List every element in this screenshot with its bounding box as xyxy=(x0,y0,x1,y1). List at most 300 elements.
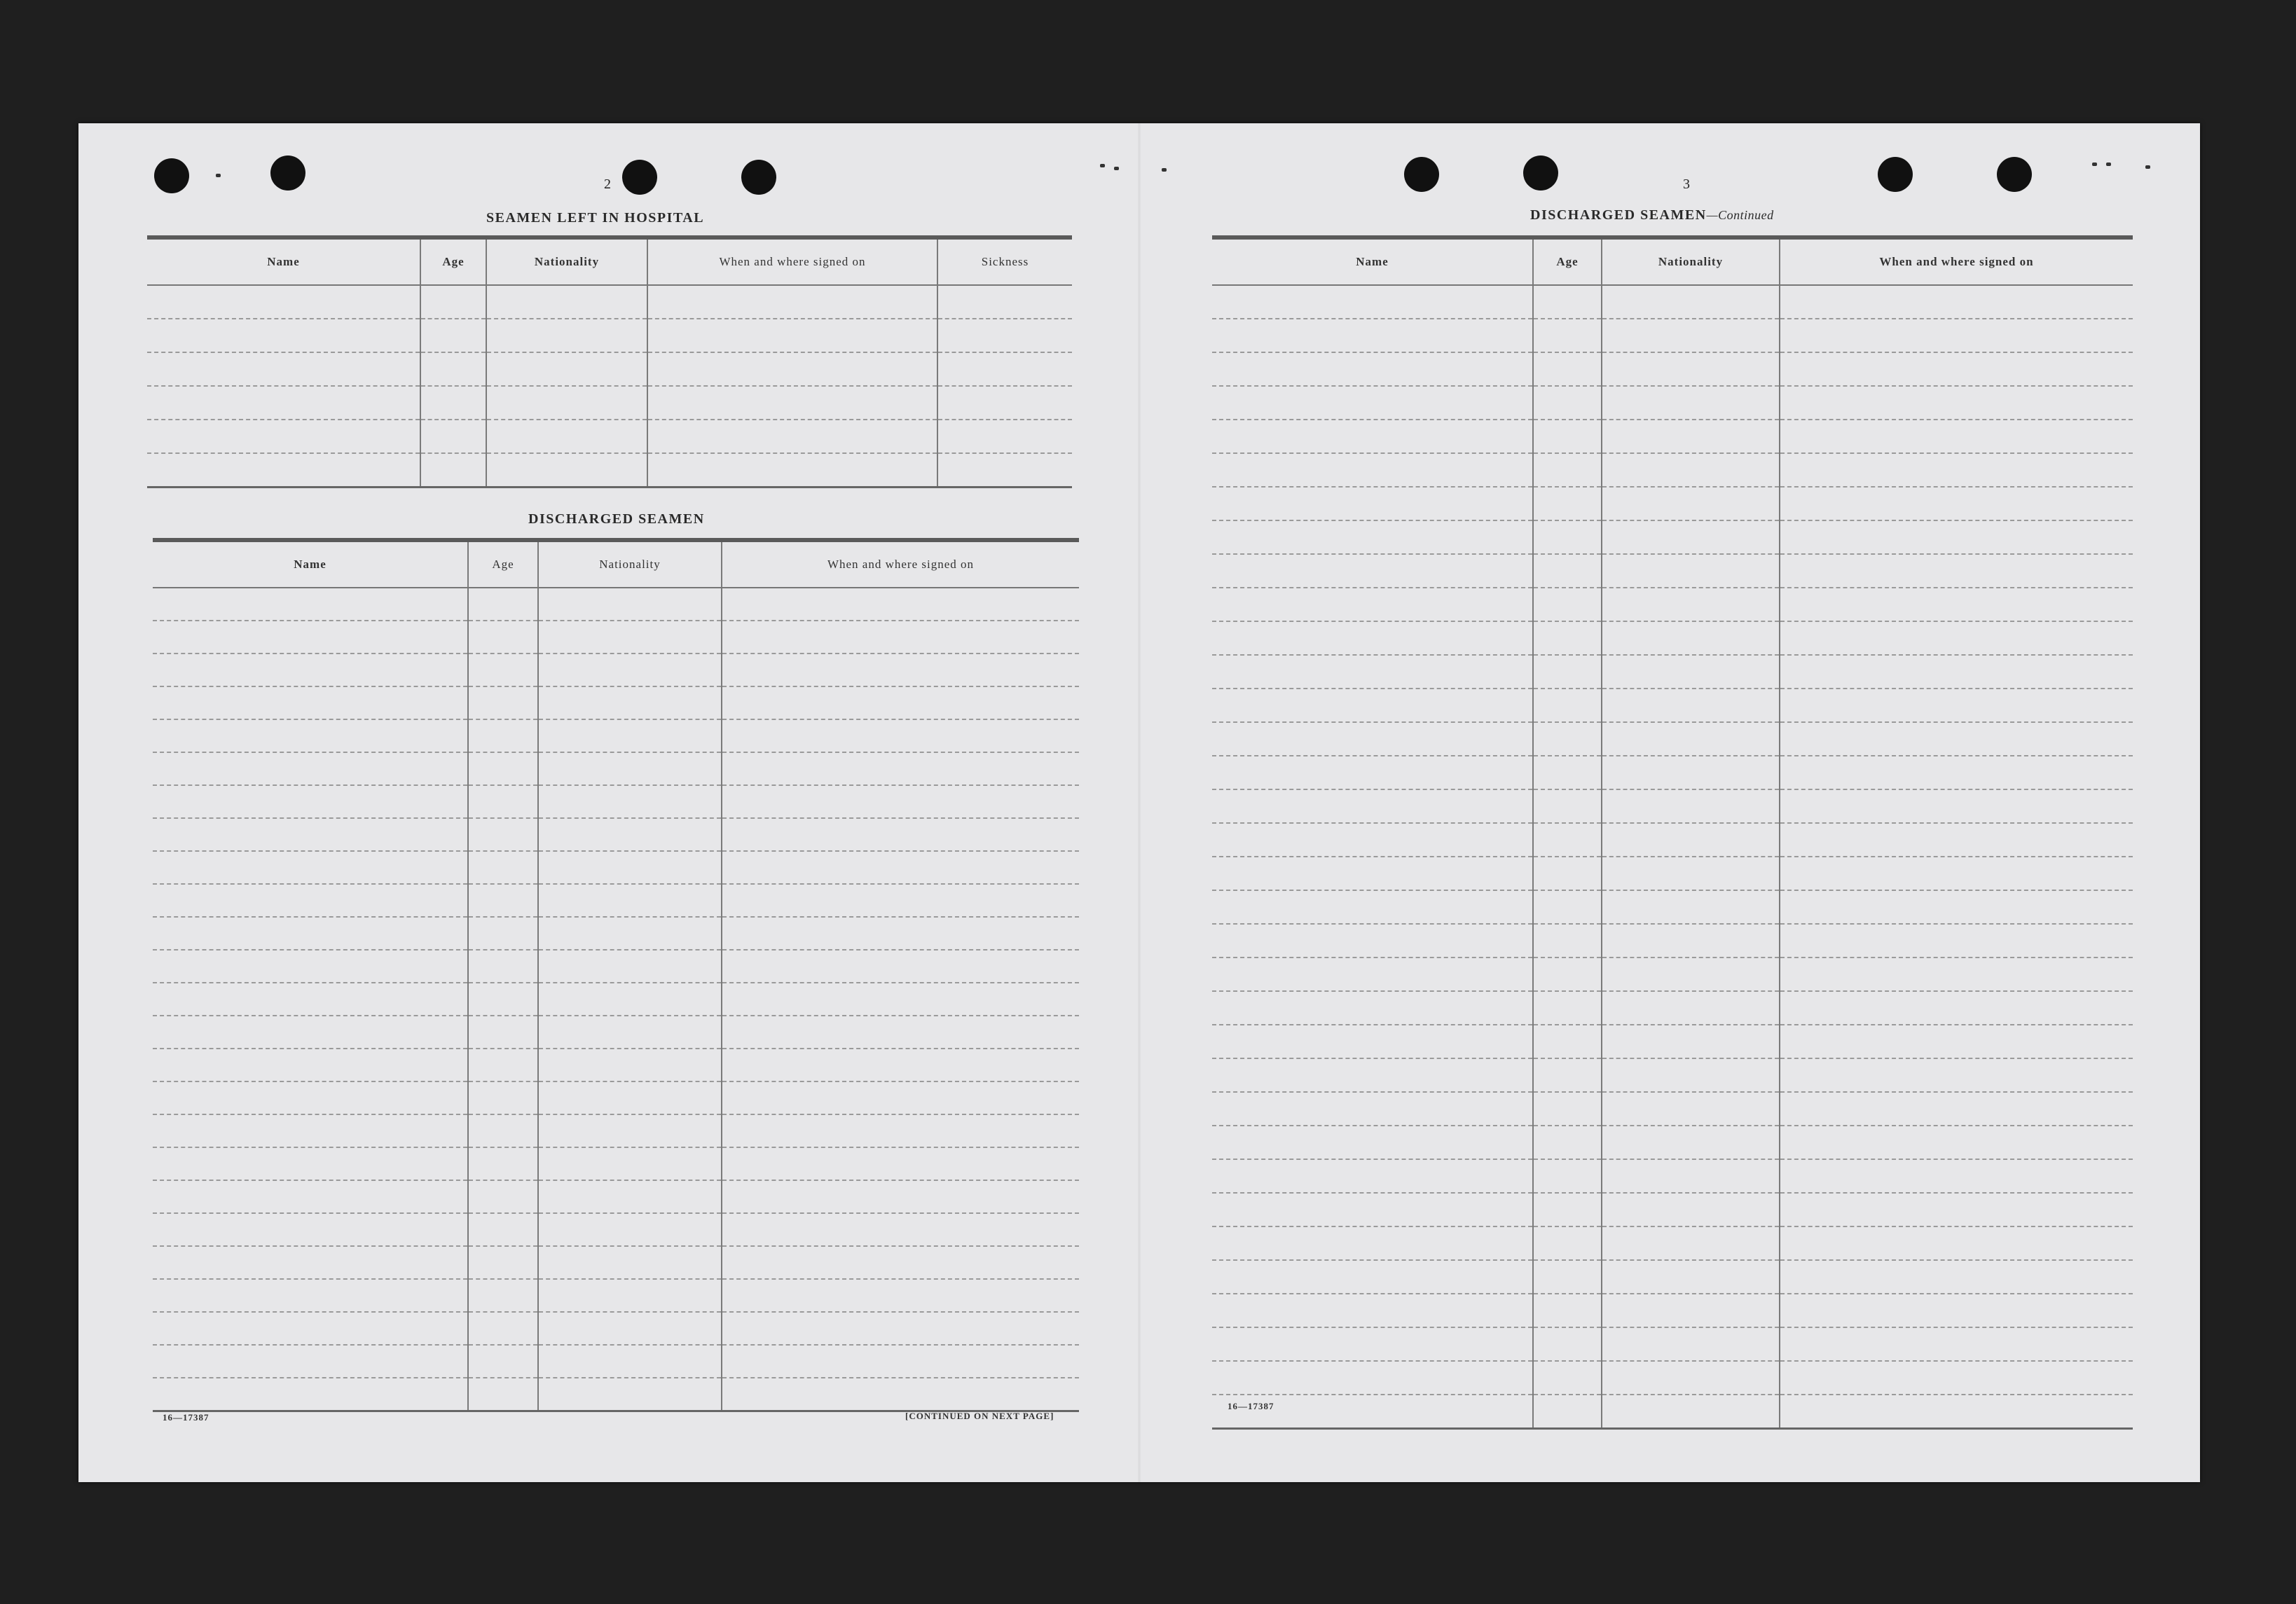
table-cell xyxy=(538,983,722,1016)
table-cell xyxy=(937,386,1072,420)
speck xyxy=(1162,168,1167,172)
punch-hole xyxy=(622,160,657,195)
table-row xyxy=(1212,924,2133,957)
table-cell xyxy=(647,453,937,488)
table-cell xyxy=(468,1378,538,1411)
table-cell xyxy=(468,1246,538,1279)
table-cell xyxy=(1602,1025,1780,1058)
table-cell xyxy=(1533,823,1602,857)
punch-hole xyxy=(1997,157,2032,192)
table-row xyxy=(153,1016,1079,1049)
table-row xyxy=(153,917,1079,950)
discharged-continued-title-main: DISCHARGED SEAMEN xyxy=(1530,207,1707,223)
table-cell xyxy=(1533,1126,1602,1159)
table-row xyxy=(153,950,1079,983)
table-cell xyxy=(1780,1361,2133,1395)
table-cell xyxy=(486,285,647,319)
table-cell xyxy=(468,1049,538,1081)
table-cell xyxy=(153,1016,468,1049)
table-cell xyxy=(1780,1025,2133,1058)
table-cell xyxy=(1533,487,1602,520)
table-cell xyxy=(1780,857,2133,890)
table-cell xyxy=(1602,1126,1780,1159)
table-cell xyxy=(153,588,468,621)
table-row xyxy=(153,752,1079,785)
table-cell xyxy=(153,884,468,917)
table-row xyxy=(1212,1395,2133,1429)
table-cell xyxy=(722,588,1079,621)
table-cell xyxy=(420,319,486,352)
table-cell xyxy=(1602,722,1780,756)
table-cell xyxy=(1533,554,1602,588)
table-cell xyxy=(538,752,722,785)
column-header-age: Age xyxy=(420,237,486,285)
page-number-right: 3 xyxy=(1683,177,1691,192)
table-cell xyxy=(1533,453,1602,487)
table-cell xyxy=(468,950,538,983)
table-cell xyxy=(538,621,722,654)
table-cell xyxy=(937,285,1072,319)
table-row xyxy=(153,1147,1079,1180)
table-cell xyxy=(722,1049,1079,1081)
table-cell xyxy=(1533,722,1602,756)
table-cell xyxy=(468,1279,538,1312)
table-cell xyxy=(538,1114,722,1147)
table-cell xyxy=(1780,689,2133,722)
table-row xyxy=(147,352,1072,386)
table-cell xyxy=(1533,1226,1602,1260)
table-cell xyxy=(722,654,1079,686)
table-cell xyxy=(420,420,486,453)
table-cell xyxy=(538,588,722,621)
table-cell xyxy=(1780,1058,2133,1092)
table-cell xyxy=(468,1114,538,1147)
table-cell xyxy=(1212,1226,1533,1260)
table-row xyxy=(1212,722,2133,756)
table-cell xyxy=(1602,1260,1780,1294)
table-row xyxy=(153,1345,1079,1378)
table-cell xyxy=(1602,1058,1780,1092)
speck xyxy=(2106,163,2111,166)
table-row xyxy=(1212,453,2133,487)
table-cell xyxy=(153,851,468,884)
form-code-left: 16—17387 xyxy=(163,1412,209,1423)
table-row xyxy=(1212,957,2133,991)
table-row xyxy=(1212,319,2133,352)
table-cell xyxy=(1780,420,2133,453)
table-cell xyxy=(1780,991,2133,1025)
table-cell xyxy=(538,1049,722,1081)
table-cell xyxy=(153,1345,468,1378)
table-cell xyxy=(937,319,1072,352)
table-cell xyxy=(153,686,468,719)
table-row xyxy=(1212,487,2133,520)
table-cell xyxy=(153,1114,468,1147)
table-cell xyxy=(153,621,468,654)
table-cell xyxy=(1602,823,1780,857)
table-row xyxy=(153,1114,1079,1147)
table-cell xyxy=(486,319,647,352)
table-row xyxy=(153,1081,1079,1114)
table-cell xyxy=(1533,1395,1602,1429)
table-cell xyxy=(1212,487,1533,520)
table-cell xyxy=(1602,520,1780,554)
table-cell xyxy=(486,453,647,488)
table-row xyxy=(153,1312,1079,1345)
page-number-left: 2 xyxy=(604,177,612,192)
table-cell xyxy=(1212,756,1533,789)
table-cell xyxy=(1780,319,2133,352)
table-cell xyxy=(1212,655,1533,689)
table-row xyxy=(1212,857,2133,890)
table-row xyxy=(1212,1025,2133,1058)
table-cell xyxy=(1533,621,1602,655)
table-cell xyxy=(1533,520,1602,554)
table-cell xyxy=(538,1378,722,1411)
table-cell xyxy=(153,1147,468,1180)
table-cell xyxy=(147,352,420,386)
table-cell xyxy=(1212,789,1533,823)
table-cell xyxy=(1533,588,1602,621)
table-cell xyxy=(1602,1159,1780,1193)
table-cell xyxy=(153,1213,468,1246)
table-cell xyxy=(1780,655,2133,689)
table-cell xyxy=(1780,588,2133,621)
table-row xyxy=(147,453,1072,488)
table-cell xyxy=(420,386,486,420)
table-cell xyxy=(1212,1092,1533,1126)
table-cell xyxy=(538,950,722,983)
table-row xyxy=(1212,1193,2133,1226)
table-cell xyxy=(722,1378,1079,1411)
table-cell xyxy=(468,1016,538,1049)
table-cell xyxy=(1780,1226,2133,1260)
table-cell xyxy=(647,420,937,453)
table-cell xyxy=(153,1246,468,1279)
table-cell xyxy=(538,1312,722,1345)
table-row xyxy=(1212,890,2133,924)
table-cell xyxy=(1602,957,1780,991)
table-cell xyxy=(1533,689,1602,722)
table-cell xyxy=(722,1279,1079,1312)
column-header-name: Name xyxy=(153,540,468,588)
table-cell xyxy=(1212,319,1533,352)
table-cell xyxy=(538,1081,722,1114)
table-cell xyxy=(722,917,1079,950)
table-cell xyxy=(468,719,538,752)
table-cell xyxy=(1602,420,1780,453)
table-cell xyxy=(1602,991,1780,1025)
table-cell xyxy=(468,1180,538,1213)
table-cell xyxy=(722,1016,1079,1049)
table-row xyxy=(1212,756,2133,789)
table-row xyxy=(1212,655,2133,689)
column-header-signed-on: When and where signed on xyxy=(722,540,1079,588)
speck xyxy=(2145,165,2150,169)
punch-hole xyxy=(1878,157,1913,192)
table-cell xyxy=(1780,1294,2133,1327)
table-cell xyxy=(1212,520,1533,554)
table-row xyxy=(1212,823,2133,857)
table-row xyxy=(1212,352,2133,386)
speck xyxy=(2092,163,2097,166)
table-row xyxy=(1212,1092,2133,1126)
table-cell xyxy=(722,818,1079,851)
table-cell xyxy=(722,983,1079,1016)
table-row xyxy=(1212,1260,2133,1294)
table-cell xyxy=(538,1279,722,1312)
table-row xyxy=(1212,588,2133,621)
table-cell xyxy=(1212,588,1533,621)
table-cell xyxy=(1602,857,1780,890)
table-cell xyxy=(1780,453,2133,487)
discharged-continued-table xyxy=(1212,235,2133,1430)
hospital-section-title: SEAMEN LEFT IN HOSPITAL xyxy=(486,210,705,226)
table-cell xyxy=(1780,823,2133,857)
table-cell xyxy=(1533,1159,1602,1193)
table-row xyxy=(153,884,1079,917)
table-row xyxy=(1212,420,2133,453)
table-cell xyxy=(722,719,1079,752)
table-cell xyxy=(468,752,538,785)
table-cell xyxy=(468,1345,538,1378)
continued-suffix: —Continued xyxy=(1706,208,1774,222)
table-cell xyxy=(1212,554,1533,588)
table-cell xyxy=(538,1016,722,1049)
table-cell xyxy=(1533,1058,1602,1092)
table-cell xyxy=(1533,890,1602,924)
table-cell xyxy=(468,851,538,884)
table-cell xyxy=(1602,1226,1780,1260)
table-cell xyxy=(1533,789,1602,823)
table-cell xyxy=(1602,386,1780,420)
table-row xyxy=(153,1049,1079,1081)
table-cell xyxy=(468,654,538,686)
table-cell xyxy=(1533,957,1602,991)
table-cell xyxy=(1212,1126,1533,1159)
table-cell xyxy=(1533,1260,1602,1294)
table-cell xyxy=(147,319,420,352)
table-cell xyxy=(1533,352,1602,386)
column-header-age: Age xyxy=(1533,237,1602,285)
table-cell xyxy=(538,1345,722,1378)
table-cell xyxy=(1780,1327,2133,1361)
table-cell xyxy=(1602,789,1780,823)
table-row xyxy=(1212,991,2133,1025)
table-cell xyxy=(1780,1395,2133,1429)
table-cell xyxy=(1212,924,1533,957)
table-cell xyxy=(1780,1159,2133,1193)
table-cell xyxy=(468,884,538,917)
discharged-table xyxy=(153,538,1079,1412)
table-row xyxy=(1212,621,2133,655)
table-cell xyxy=(1212,453,1533,487)
table-cell xyxy=(1533,420,1602,453)
table-cell xyxy=(1602,1193,1780,1226)
table-cell xyxy=(147,420,420,453)
table-cell xyxy=(647,352,937,386)
table-cell xyxy=(722,1114,1079,1147)
table-cell xyxy=(153,1081,468,1114)
table-cell xyxy=(153,719,468,752)
table-cell xyxy=(1780,1126,2133,1159)
table-row xyxy=(1212,1226,2133,1260)
table-row xyxy=(153,818,1079,851)
table-cell xyxy=(722,1345,1079,1378)
table-cell xyxy=(722,752,1079,785)
table-cell xyxy=(538,654,722,686)
table-cell xyxy=(153,785,468,818)
discharged-continued-title xyxy=(1530,207,1774,223)
table-cell xyxy=(468,1147,538,1180)
continued-note: [CONTINUED ON NEXT PAGE] xyxy=(905,1411,1054,1421)
column-header-sickness: Sickness xyxy=(937,237,1072,285)
column-header-nationality: Nationality xyxy=(538,540,722,588)
table-cell xyxy=(1212,1327,1533,1361)
punch-hole xyxy=(1523,155,1558,191)
table-cell xyxy=(1533,285,1602,319)
table-row xyxy=(1212,789,2133,823)
table-cell xyxy=(538,686,722,719)
table-cell xyxy=(468,1081,538,1114)
table-cell xyxy=(1533,857,1602,890)
speck xyxy=(1100,164,1105,167)
table-cell xyxy=(937,352,1072,386)
table-cell xyxy=(147,386,420,420)
table-cell xyxy=(937,420,1072,453)
table-row xyxy=(153,1180,1079,1213)
table-row xyxy=(153,1279,1079,1312)
column-header-age: Age xyxy=(468,540,538,588)
table-cell xyxy=(1533,1294,1602,1327)
table-cell xyxy=(1533,991,1602,1025)
table-cell xyxy=(153,1180,468,1213)
punch-hole xyxy=(741,160,776,195)
table-cell xyxy=(1780,722,2133,756)
column-header-name: Name xyxy=(1212,237,1533,285)
table-cell xyxy=(1212,1025,1533,1058)
punch-hole xyxy=(154,158,189,193)
table-cell xyxy=(1602,621,1780,655)
table-cell xyxy=(1602,924,1780,957)
table-cell xyxy=(1602,352,1780,386)
table-cell xyxy=(1602,1092,1780,1126)
table-row xyxy=(1212,520,2133,554)
table-row xyxy=(153,686,1079,719)
column-header-nationality: Nationality xyxy=(486,237,647,285)
table-cell xyxy=(722,785,1079,818)
table-cell xyxy=(722,1180,1079,1213)
column-header-name: Name xyxy=(147,237,420,285)
table-cell xyxy=(722,851,1079,884)
table-cell xyxy=(1212,386,1533,420)
table-cell xyxy=(538,719,722,752)
table-cell xyxy=(1212,689,1533,722)
table-cell xyxy=(153,917,468,950)
hospital-table xyxy=(147,235,1072,488)
discharged-continued-table-body xyxy=(1212,285,2133,1429)
table-cell xyxy=(1602,285,1780,319)
table-cell xyxy=(1780,1260,2133,1294)
table-cell xyxy=(420,285,486,319)
speck xyxy=(1114,167,1119,170)
table-row xyxy=(153,719,1079,752)
table-row xyxy=(153,588,1079,621)
document-sheet xyxy=(78,123,2200,1482)
table-cell xyxy=(1780,520,2133,554)
table-cell xyxy=(1212,1294,1533,1327)
discharged-table-body xyxy=(153,588,1079,1411)
table-cell xyxy=(468,588,538,621)
table-cell xyxy=(468,785,538,818)
table-row xyxy=(1212,1159,2133,1193)
table-cell xyxy=(1212,1260,1533,1294)
table-row xyxy=(1212,689,2133,722)
table-cell xyxy=(1212,722,1533,756)
table-cell xyxy=(468,983,538,1016)
table-cell xyxy=(153,818,468,851)
table-cell xyxy=(722,1147,1079,1180)
table-cell xyxy=(1533,1361,1602,1395)
table-cell xyxy=(153,654,468,686)
table-cell xyxy=(1212,857,1533,890)
table-cell xyxy=(1533,1193,1602,1226)
table-cell xyxy=(538,785,722,818)
table-cell xyxy=(1780,890,2133,924)
table-cell xyxy=(1780,1193,2133,1226)
table-cell xyxy=(722,1246,1079,1279)
table-row xyxy=(1212,1294,2133,1327)
table-cell xyxy=(538,818,722,851)
table-cell xyxy=(1533,1025,1602,1058)
table-cell xyxy=(153,1049,468,1081)
table-row xyxy=(147,386,1072,420)
table-cell xyxy=(1602,890,1780,924)
table-cell xyxy=(1602,1327,1780,1361)
table-cell xyxy=(722,686,1079,719)
punch-hole xyxy=(270,155,305,191)
table-cell xyxy=(1212,823,1533,857)
table-row xyxy=(147,285,1072,319)
table-cell xyxy=(486,420,647,453)
table-row xyxy=(153,621,1079,654)
table-cell xyxy=(1212,890,1533,924)
table-cell xyxy=(1533,319,1602,352)
table-cell xyxy=(1602,319,1780,352)
column-header-nationality: Nationality xyxy=(1602,237,1780,285)
table-cell xyxy=(722,884,1079,917)
table-cell xyxy=(1780,789,2133,823)
table-row xyxy=(147,319,1072,352)
table-cell xyxy=(1533,756,1602,789)
speck xyxy=(216,174,221,177)
table-cell xyxy=(722,1312,1079,1345)
table-cell xyxy=(153,950,468,983)
table-cell xyxy=(420,453,486,488)
table-cell xyxy=(1780,756,2133,789)
column-header-signed-on: When and where signed on xyxy=(647,237,937,285)
table-cell xyxy=(1533,655,1602,689)
table-row xyxy=(153,654,1079,686)
table-cell xyxy=(1212,957,1533,991)
table-cell xyxy=(1212,1058,1533,1092)
table-row xyxy=(1212,1361,2133,1395)
table-cell xyxy=(722,950,1079,983)
table-cell xyxy=(1602,689,1780,722)
table-cell xyxy=(1212,352,1533,386)
table-cell xyxy=(1602,453,1780,487)
table-cell xyxy=(153,1312,468,1345)
